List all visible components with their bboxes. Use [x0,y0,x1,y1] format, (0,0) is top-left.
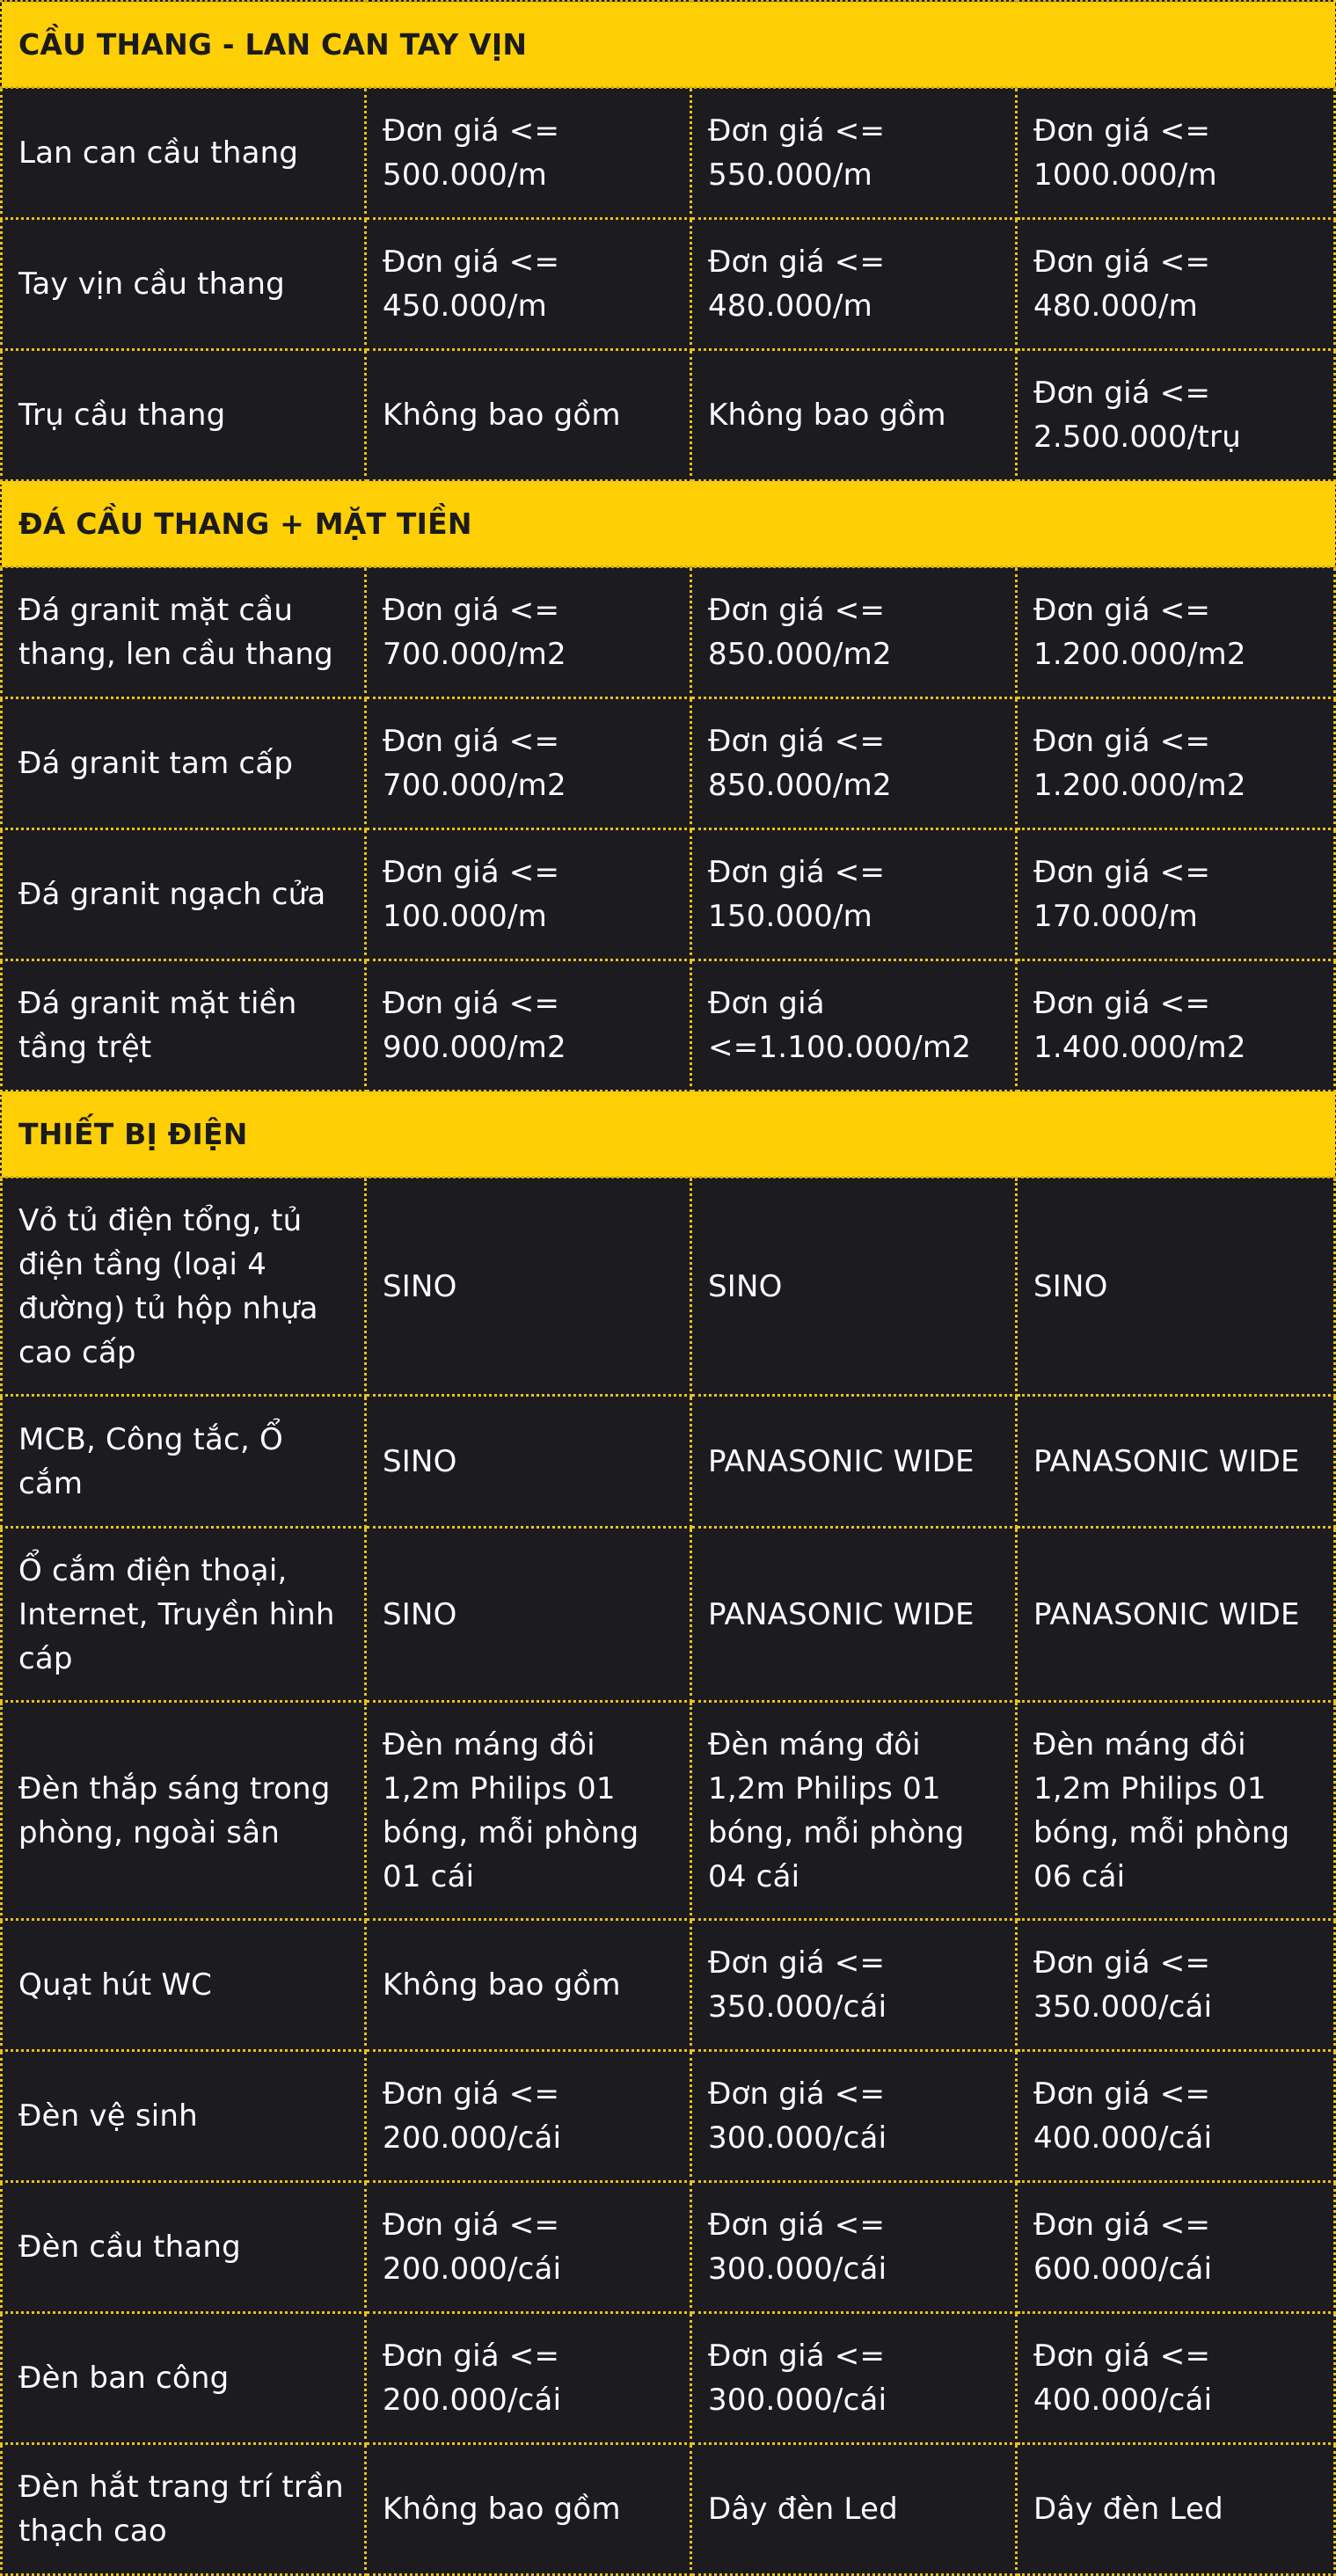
value-cell-package-3: SINO [1017,1178,1335,1396]
table-row [2,2313,1335,2444]
table-row [2,2051,1335,2182]
value-cell-package-3: Đơn giá <= 1000.000/m [1017,88,1335,219]
item-name-cell: Tay vịn cầu thang [2,219,366,350]
table-row [2,829,1335,960]
item-name-cell: Đèn cầu thang [2,2182,366,2313]
table-row [2,1396,1335,1528]
value-cell-package-1: Không bao gồm [366,2444,691,2575]
table-row [2,219,1335,350]
section-header-row [2,1091,1335,1178]
table-row [2,2444,1335,2575]
value-cell-package-2: Đơn giá <= 300.000/cái [691,2313,1017,2444]
item-name-cell: Đèn ban công [2,2313,366,2444]
section-title: CẦU THANG - LAN CAN TAY VỊN [2,2,1335,88]
value-cell-package-2: Đơn giá <= 850.000/m2 [691,698,1017,829]
value-cell-package-2: Đơn giá <= 550.000/m [691,88,1017,219]
value-cell-package-2: Dây đèn Led [691,2444,1017,2575]
item-name-cell: Ổ cắm điện thoại, Internet, Truyền hình cáp [2,1528,366,1702]
value-cell-package-3: Đèn máng đôi 1,2m Philips 01 bóng, mỗi phòng 06 cái [1017,1702,1335,1920]
value-cell-package-3: Đơn giá <= 1.400.000/m2 [1017,960,1335,1091]
table-row [2,698,1335,829]
item-name-cell: Vỏ tủ điện tổng, tủ điện tầng (loại 4 đường) tủ hộp nhựa cao cấp [2,1178,366,1396]
table-row [2,1528,1335,1702]
value-cell-package-1: Đèn máng đôi 1,2m Philips 01 bóng, mỗi phòng 01 cái [366,1702,691,1920]
value-cell-package-2: Đơn giá <= 350.000/cái [691,1920,1017,2051]
value-cell-package-2: Đèn máng đôi 1,2m Philips 01 bóng, mỗi phòng 04 cái [691,1702,1017,1920]
item-name-cell: MCB, Công tắc, Ổ cắm [2,1396,366,1528]
value-cell-package-3: PANASONIC WIDE [1017,1528,1335,1702]
value-cell-package-2: Không bao gồm [691,350,1017,481]
value-cell-package-3: Đơn giá <= 170.000/m [1017,829,1335,960]
table-row [2,2182,1335,2313]
table-body [2,2,1335,2575]
value-cell-package-1: Đơn giá <= 200.000/cái [366,2051,691,2182]
value-cell-package-3: Đơn giá <= 480.000/m [1017,219,1335,350]
value-cell-package-2: Đơn giá <= 850.000/m2 [691,567,1017,698]
value-cell-package-1: Không bao gồm [366,1920,691,2051]
section-title: THIẾT BỊ ĐIỆN [2,1091,1335,1178]
value-cell-package-1: Đơn giá <= 100.000/m [366,829,691,960]
value-cell-package-1: SINO [366,1178,691,1396]
table-row [2,960,1335,1091]
value-cell-package-2: PANASONIC WIDE [691,1528,1017,1702]
value-cell-package-2: Đơn giá <= 150.000/m [691,829,1017,960]
value-cell-package-3: Dây đèn Led [1017,2444,1335,2575]
value-cell-package-3: Đơn giá <= 2.500.000/trụ [1017,350,1335,481]
value-cell-package-2: Đơn giá <= 480.000/m [691,219,1017,350]
item-name-cell: Đá granit mặt tiền tầng trệt [2,960,366,1091]
item-name-cell: Đá granit mặt cầu thang, len cầu thang [2,567,366,698]
value-cell-package-2: SINO [691,1178,1017,1396]
table-row [2,1178,1335,1396]
value-cell-package-3: Đơn giá <= 1.200.000/m2 [1017,698,1335,829]
value-cell-package-1: Đơn giá <= 450.000/m [366,219,691,350]
item-name-cell: Lan can cầu thang [2,88,366,219]
value-cell-package-2: Đơn giá <=1.100.000/m2 [691,960,1017,1091]
value-cell-package-2: PANASONIC WIDE [691,1396,1017,1528]
table-row [2,1920,1335,2051]
value-cell-package-1: Không bao gồm [366,350,691,481]
table-row [2,567,1335,698]
value-cell-package-3: Đơn giá <= 350.000/cái [1017,1920,1335,2051]
value-cell-package-1: Đơn giá <= 200.000/cái [366,2313,691,2444]
value-cell-package-1: Đơn giá <= 900.000/m2 [366,960,691,1091]
value-cell-package-3: Đơn giá <= 600.000/cái [1017,2182,1335,2313]
section-header-row [2,481,1335,567]
item-name-cell: Quạt hút WC [2,1920,366,2051]
value-cell-package-2: Đơn giá <= 300.000/cái [691,2182,1017,2313]
value-cell-package-1: Đơn giá <= 200.000/cái [366,2182,691,2313]
value-cell-package-3: Đơn giá <= 1.200.000/m2 [1017,567,1335,698]
value-cell-package-1: Đơn giá <= 500.000/m [366,88,691,219]
value-cell-package-3: Đơn giá <= 400.000/cái [1017,2051,1335,2182]
value-cell-package-1: Đơn giá <= 700.000/m2 [366,567,691,698]
item-name-cell: Đèn thắp sáng trong phòng, ngoài sân [2,1702,366,1920]
table-row [2,350,1335,481]
value-cell-package-3: Đơn giá <= 400.000/cái [1017,2313,1335,2444]
value-cell-package-1: SINO [366,1396,691,1528]
table-row [2,1702,1335,1920]
table-row [2,88,1335,219]
value-cell-package-1: SINO [366,1528,691,1702]
value-cell-package-1: Đơn giá <= 700.000/m2 [366,698,691,829]
item-name-cell: Đá granit tam cấp [2,698,366,829]
section-title: ĐÁ CẦU THANG + MẶT TIỀN [2,481,1335,567]
item-name-cell: Đá granit ngạch cửa [2,829,366,960]
value-cell-package-2: Đơn giá <= 300.000/cái [691,2051,1017,2182]
item-name-cell: Đèn hắt trang trí trần thạch cao [2,2444,366,2575]
item-name-cell: Đèn vệ sinh [2,2051,366,2182]
section-header-row [2,2,1335,88]
value-cell-package-3: PANASONIC WIDE [1017,1396,1335,1528]
item-name-cell: Trụ cầu thang [2,350,366,481]
